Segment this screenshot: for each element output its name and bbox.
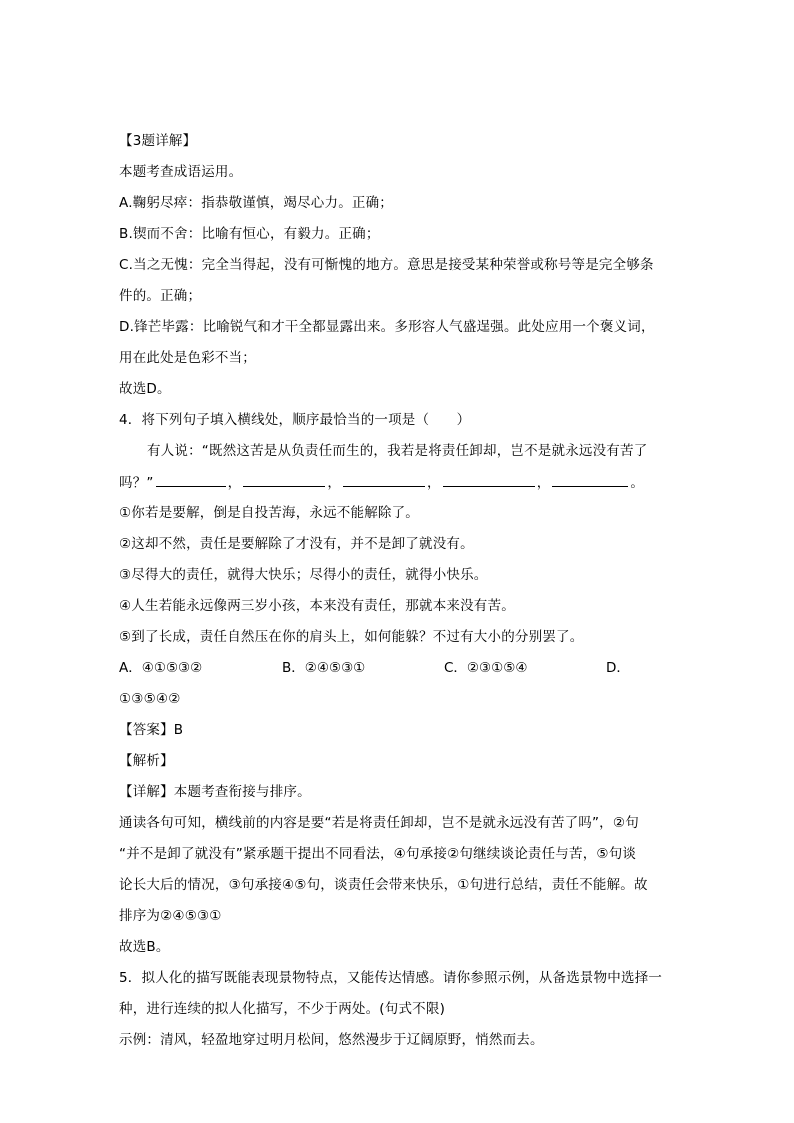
- choice-a: A．④①⑤③②: [119, 660, 203, 676]
- option-b-explanation: B.锲而不舍：比喻有恒心，有毅力。正确；: [119, 226, 380, 242]
- question-4-blanks: 吗？” ， ， ， ， 。: [119, 472, 644, 493]
- question-4-quote: 有人说：“既然这苦是从负责任而生的，我若是将责任卸却，岂不是就永远没有苦了: [147, 443, 648, 459]
- explanation-line-1: 通读各句可知，横线前的内容是要“若是将责任卸却，岂不是就永远没有苦了吗”，②句: [119, 815, 639, 831]
- section-3-conclusion: 故选D。: [119, 381, 171, 397]
- explanation-line-3: 论长大后的情况，③句承接④⑤句，谈责任会带来快乐，①句进行总结，责任不能解。故: [119, 877, 648, 893]
- option-d-explanation: D.锋芒毕露：比喻锐气和才干全都显露出来。多形容人气盛逞强。此处应用一个褒义词，: [119, 319, 655, 335]
- sentence-4: ④人生若能永远像两三岁小孩，本来没有责任，那就本来没有苦。: [119, 598, 515, 614]
- sentence-1: ①你若是要解，倒是自投苦海，永远不能解除了。: [119, 505, 420, 521]
- choice-d: D．: [606, 660, 630, 676]
- option-c-explanation-cont: 件的。正确；: [119, 288, 202, 304]
- blank-1: [156, 472, 226, 487]
- question-4-stem: 4．将下列句子填入横线处，顺序最恰当的一项是（ ）: [119, 412, 471, 428]
- question-5-stem-cont: 种，进行连续的拟人化描写，不少于两处。(句式不限): [119, 1001, 446, 1017]
- blank-5: [552, 472, 628, 487]
- choice-d-content: ①③⑤④②: [119, 691, 181, 707]
- option-d-explanation-cont: 用在此处是色彩不当；: [119, 350, 256, 366]
- section-3-intro: 本题考查成语运用。: [119, 164, 243, 180]
- section-3-header: 【3题详解】: [119, 133, 197, 149]
- detail-label: 【详解】本题考查衔接与排序。: [119, 784, 311, 800]
- choice-b: B．②④⑤③①: [282, 660, 366, 676]
- choice-c: C．②③①⑤④: [444, 660, 528, 676]
- question-5-example: 示例：清风，轻盈地穿过明月松间，悠然漫步于辽阔原野，悄然而去。: [119, 1032, 544, 1048]
- sentence-2: ②这却不然，责任是要解除了才没有，并不是卸了就没有。: [119, 536, 474, 552]
- blank-4: [443, 472, 535, 487]
- analysis-label: 【解析】: [119, 753, 174, 769]
- option-c-explanation: C.当之无愧：完全当得起，没有可惭愧的地方。意思是接受某种荣誉或称号等是完全够条: [119, 257, 654, 273]
- question-5-stem: 5．拟人化的描写既能表现景物特点，又能传达情感。请你参照示例，从备选景物中选择一: [119, 970, 663, 986]
- explanation-line-4: 排序为②④⑤③①: [119, 908, 222, 924]
- sentence-3: ③尽得大的责任，就得大快乐；尽得小的责任，就得小快乐。: [119, 567, 488, 583]
- quote-end: 吗？”: [119, 475, 154, 491]
- blank-2: [243, 472, 325, 487]
- explanation-line-2: “并不是卸了就没有”紧承题干提出不同看法，④句承接②句继续谈论责任与苦，⑤句谈: [119, 846, 637, 862]
- sentence-5: ⑤到了长成，责任自然压在你的肩头上，如何能躲？不过有大小的分别罢了。: [119, 629, 584, 645]
- blank-3: [343, 472, 425, 487]
- answer-label: 【答案】B: [119, 722, 184, 738]
- question-4-conclusion: 故选B。: [119, 939, 170, 955]
- option-a-explanation: A.鞠躬尽瘁：指恭敬谨慎，竭尽心力。正确；: [119, 195, 393, 211]
